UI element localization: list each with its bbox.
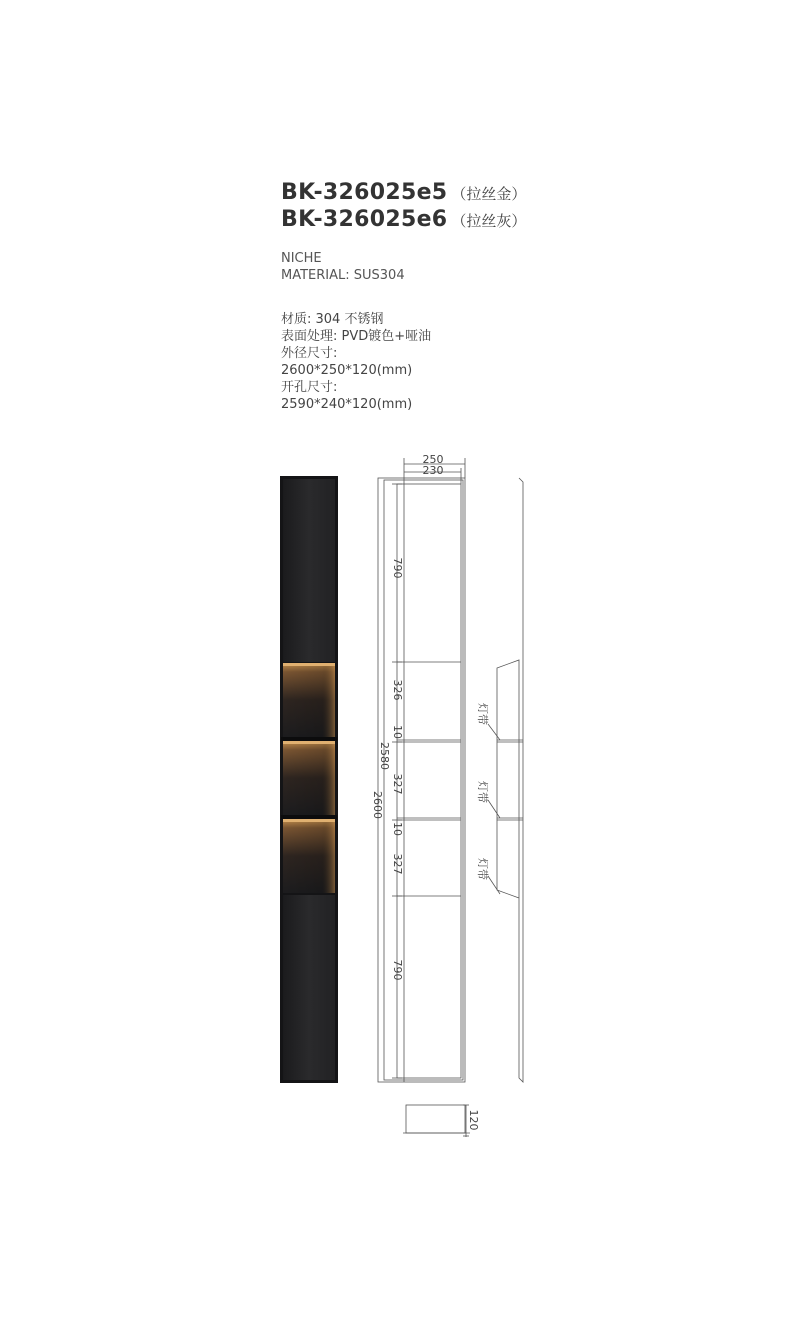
- light-strip-label-3: 灯带: [476, 858, 489, 880]
- model-code-2: BK-326025e6: [281, 207, 448, 232]
- light-strip-label-1: 灯带: [476, 703, 489, 725]
- render-bottom-panel: [283, 895, 335, 1080]
- render-shelf-1: [283, 663, 335, 737]
- dim-gap1: 10: [391, 725, 404, 739]
- model-finish-2: （拉丝灰）: [451, 212, 527, 230]
- top-view: [403, 1105, 470, 1137]
- dim-seg-shelf2: 327: [391, 773, 404, 795]
- render-top-panel: [283, 479, 335, 662]
- spec-material: 材质: 304 不锈钢: [281, 312, 384, 327]
- spec-outer-value: 2600*250*120(mm): [281, 363, 413, 378]
- material-en: MATERIAL: SUS304: [281, 268, 405, 283]
- dim-gap2: 10: [391, 822, 404, 836]
- dim-width-inner: 230: [422, 464, 444, 477]
- spec-outer-label: 外径尺寸:: [281, 346, 338, 361]
- dim-inner-height: 2580: [378, 742, 391, 770]
- model-finish-1: （拉丝金）: [451, 185, 527, 203]
- spec-cutout-value: 2590*240*120(mm): [281, 397, 413, 412]
- dim-seg-shelf3: 327: [391, 853, 404, 875]
- side-section: [488, 478, 523, 1082]
- front-elevation: [378, 458, 465, 1082]
- render-shelf-3: [283, 819, 335, 893]
- render-shelf-2: [283, 741, 335, 815]
- model-code-1: BK-326025e5: [281, 180, 448, 205]
- spec-surface: 表面处理: PVD镀色+哑油: [281, 329, 432, 344]
- product-render: [280, 476, 338, 1083]
- light-strip-labels: [476, 703, 490, 880]
- dim-seg-top: 790: [391, 557, 404, 579]
- dim-width-outer: 250: [422, 453, 444, 466]
- dim-depth: 120: [467, 1109, 480, 1131]
- product-type: NICHE: [281, 251, 322, 266]
- front-dimension-labels: [371, 453, 444, 981]
- spec-cutout-label: 开孔尺寸:: [281, 380, 338, 395]
- dim-seg-shelf1: 326: [391, 679, 404, 701]
- light-strip-label-2: 灯带: [476, 781, 489, 803]
- dim-total-height: 2600: [371, 791, 384, 819]
- dim-seg-bottom: 790: [391, 959, 404, 981]
